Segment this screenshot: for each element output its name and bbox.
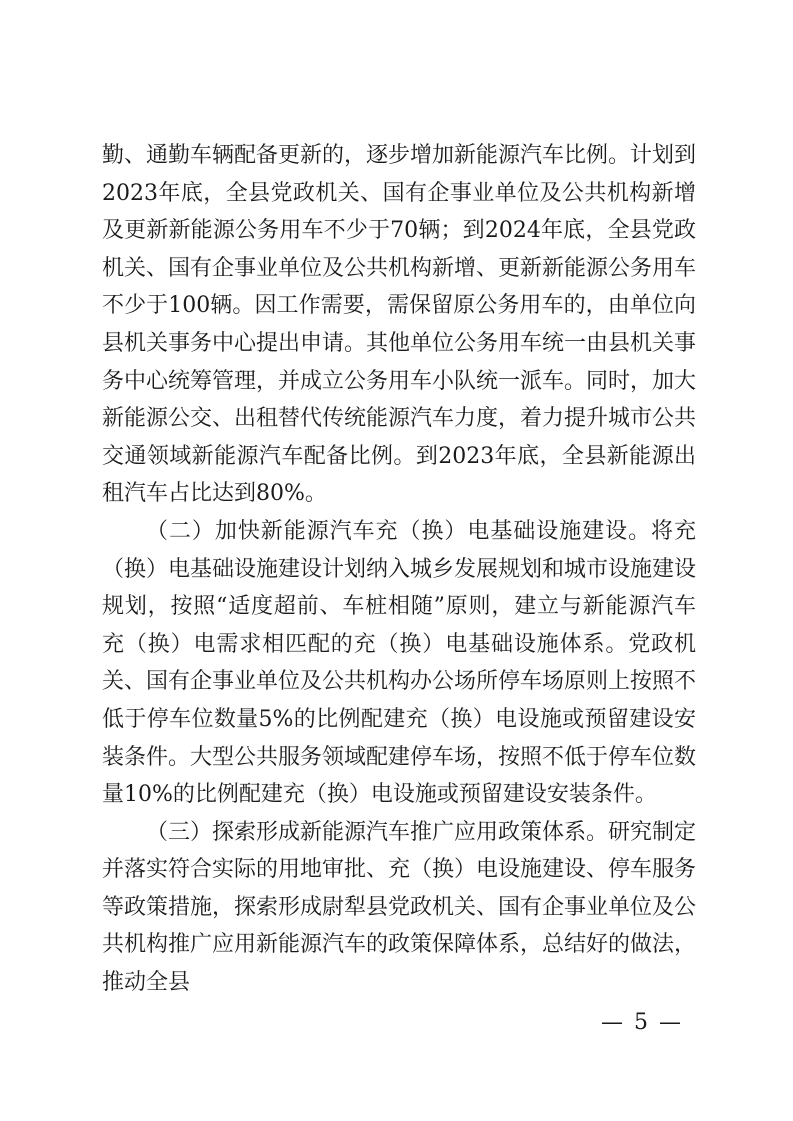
document-body xyxy=(102,137,696,1002)
page-number: — 5 — xyxy=(601,1010,683,1035)
paragraph-policy-system: （三）探索形成新能源汽车推广应用政策体系。研究制定并落实符合实际的用地审批、充（换）电设施建设、停车服务等政策措施，探索形成尉犁县党政机关、国有企事业单位及公共机构推广应用新能源汽车的政策保障体系，总结好的做法，推动全县 xyxy=(102,819,697,996)
paragraph-charging-infrastructure: （二）加快新能源汽车充（换）电基础设施建设。将充（换）电基础设施建设计划纳入城乡发展规划和城市设施建设规划，按照“适度超前、车桩相随”原则，建立与新能源汽车充（换）电需求相匹配的充（换）电基础设施体系。党政机关、国有企事业单位及公共机构办公场所停车场原则上按照不低于停车位数量5%的比例配建充（换）电设施或预留建设安装条件。大型公共服务领域配建停车场，按照不低于停车位数量10%的比例配建充（换）电设施或预留建设安装条件。 xyxy=(102,518,697,808)
paragraph-continuation: 勤、通勤车辆配备更新的，逐步增加新能源汽车比例。计划到2023年底，全县党政机关、国有企事业单位及公共机构新增及更新新能源公务用车不少于70辆；到2024年底，全县党政机关、国有企事业单位及公共机构新增、更新新能源公务用车不少于100辆。因工作需要，需保留原公务用车的，由单位向县机关事务中心提出申请。其他单位公务用车统一由县机关事务中心统筹管理，并成立公务用车小队统一派车。同时，加大新能源公交、出租替代传统能源汽车力度，着力提升城市公共交通领域新能源汽车配备比例。到2023年底，全县新能源出租汽车占比达到80%。 xyxy=(102,143,697,507)
